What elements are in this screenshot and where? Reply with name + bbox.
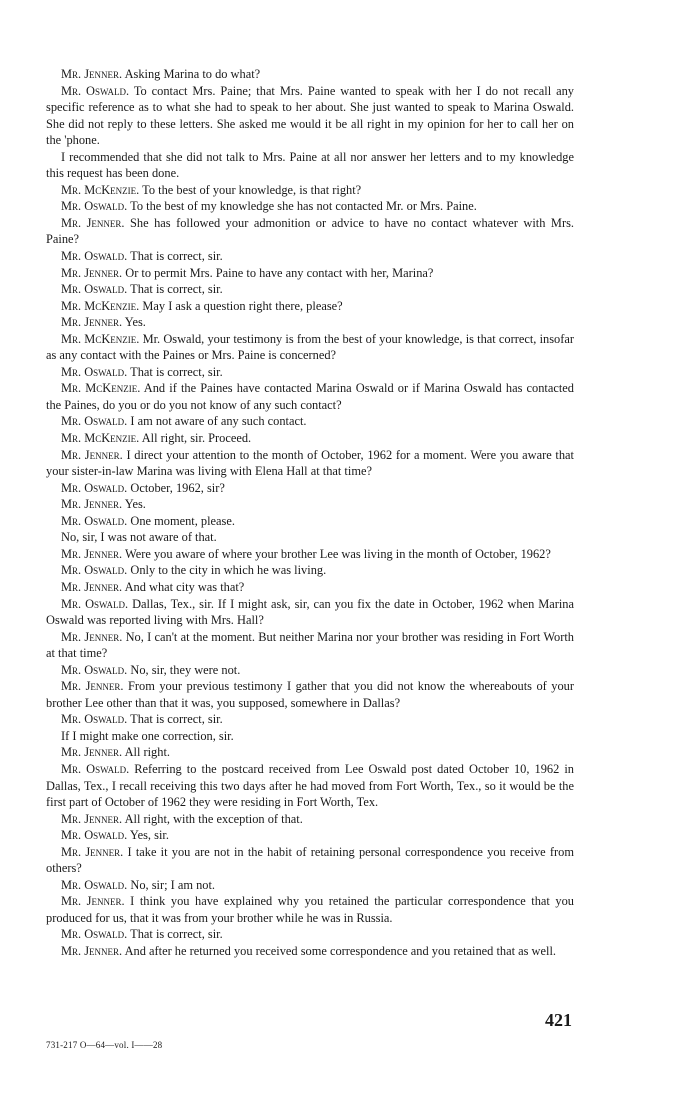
speaker-label: Mr. Oswald. xyxy=(61,596,129,611)
speaker-label: Mr. Jenner. xyxy=(61,745,123,760)
transcript-paragraph xyxy=(46,265,574,282)
paragraph-text: One moment, please. xyxy=(130,513,235,528)
transcript-paragraph xyxy=(46,513,574,530)
paragraph-text: Yes. xyxy=(124,497,146,512)
speaker-label: Mr. Oswald. xyxy=(61,761,130,776)
speaker-label: Mr. Jenner. xyxy=(61,447,123,462)
paragraph-text: And if the Paines have contacted Marina Oswald or if Marina Oswald has contacted the Paines, do you or do you not know of any such contact? xyxy=(46,381,574,412)
transcript-paragraph xyxy=(46,877,574,894)
paragraph-text: All right, with the exception of that. xyxy=(124,811,303,826)
paragraph-text: To the best of your knowledge, is that right? xyxy=(142,182,362,197)
speaker-label: Mr. Oswald. xyxy=(61,480,128,495)
transcript-paragraph xyxy=(46,761,574,811)
paragraph-text: If I might make one correction, sir. xyxy=(61,728,234,743)
speaker-label: Mr. Jenner. xyxy=(61,579,123,594)
transcript-paragraph xyxy=(46,66,574,83)
speaker-label: Mr. McKenzie. xyxy=(61,298,140,313)
print-code-footer: 731-217 O—64—vol. I——28 xyxy=(46,1040,163,1050)
speaker-label: Mr. Jenner. xyxy=(61,894,125,909)
transcript-paragraph xyxy=(46,811,574,828)
transcript-body xyxy=(46,66,574,960)
paragraph-text: No, I can't at the moment. But neither Marina nor your brother was residing in Fort Worth at that time? xyxy=(46,629,574,661)
transcript-paragraph xyxy=(46,248,574,265)
speaker-label: Mr. Jenner. xyxy=(61,497,123,512)
paragraph-text: Only to the city in which he was living. xyxy=(130,563,327,578)
speaker-label: Mr. McKenzie. xyxy=(61,182,140,197)
transcript-paragraph xyxy=(46,447,574,480)
page-number: 421 xyxy=(545,1010,572,1030)
paragraph-text: She has followed your admonition or advice to have no contact whatever with Mrs. Paine? xyxy=(46,215,574,247)
paragraph-text: I recommended that she did not talk to Mrs. Paine at all nor answer her letters and to my knowledge this request has been done. xyxy=(46,149,574,181)
paragraph-text: All right. xyxy=(124,745,170,760)
paragraph-text: All right, sir. Proceed. xyxy=(141,431,252,446)
transcript-paragraph xyxy=(46,198,574,215)
transcript-paragraph xyxy=(46,546,574,563)
speaker-label: Mr. Jenner. xyxy=(61,67,123,81)
speaker-label: Mr. Jenner. xyxy=(61,546,123,561)
transcript-paragraph xyxy=(46,331,574,364)
speaker-label: Mr. Jenner. xyxy=(61,844,124,859)
speaker-label: Mr. McKenzie. xyxy=(61,331,140,346)
transcript-paragraph xyxy=(46,298,574,315)
paragraph-text: I direct your attention to the month of October, 1962 for a moment. Were you aware that your sister-in-law Marina was living with Elena Hall at that time? xyxy=(46,447,574,479)
speaker-label: Mr. Oswald. xyxy=(61,563,128,578)
transcript-paragraph xyxy=(46,496,574,513)
transcript-paragraph xyxy=(46,149,574,182)
speaker-label: Mr. Jenner. xyxy=(61,811,123,826)
speaker-label: Mr. McKenzie. xyxy=(61,431,140,446)
transcript-paragraph xyxy=(46,629,574,662)
transcript-paragraph xyxy=(46,215,574,248)
paragraph-text: Asking Marina to do what? xyxy=(124,67,261,81)
paragraph-text: October, 1962, sir? xyxy=(130,480,225,495)
paragraph-text: Were you aware of where your brother Lee was living in the month of October, 1962? xyxy=(125,546,551,561)
transcript-paragraph xyxy=(46,182,574,199)
speaker-label: Mr. Oswald. xyxy=(61,662,128,677)
transcript-paragraph xyxy=(46,579,574,596)
paragraph-text: That is correct, sir. xyxy=(130,282,223,297)
paragraph-text: May I ask a question right there, please? xyxy=(142,298,343,313)
paragraph-text: Or to permit Mrs. Paine to have any contact with her, Marina? xyxy=(125,265,434,280)
transcript-paragraph xyxy=(46,662,574,679)
speaker-label: Mr. Oswald. xyxy=(61,414,128,429)
speaker-label: Mr. Oswald. xyxy=(61,513,128,528)
transcript-paragraph xyxy=(46,380,574,413)
paragraph-text: Mr. Oswald, your testimony is from the best of your knowledge, is that correct, insofar as any contact with the Paines or Mrs. Paine is concerned? xyxy=(46,331,574,363)
transcript-paragraph xyxy=(46,430,574,447)
transcript-paragraph xyxy=(46,364,574,381)
paragraph-text: That is correct, sir. xyxy=(130,712,223,727)
paragraph-text: Referring to the postcard received from Lee Oswald post dated October 10, 1962 in Dallas, Tex., I recall receiving this two days after he had moved from Fort Worth, Tex., so it would be the first part of October of 1962 they were residing in Fort Worth, Tex. xyxy=(46,761,574,810)
paragraph-text: Dallas, Tex., sir. If I might ask, sir, can you fix the date in October, 1962 when Marina Oswald was reported living with Mrs. Hall? xyxy=(46,596,574,628)
speaker-label: Mr. Oswald. xyxy=(61,249,128,264)
transcript-paragraph xyxy=(46,83,574,149)
transcript-paragraph xyxy=(46,844,574,877)
paragraph-text: And after he returned you received some correspondence and you retained that as well. xyxy=(124,943,556,958)
transcript-paragraph xyxy=(46,711,574,728)
speaker-label: Mr. Jenner. xyxy=(61,679,124,694)
paragraph-text: That is correct, sir. xyxy=(130,364,223,379)
speaker-label: Mr. Oswald. xyxy=(61,828,128,843)
transcript-paragraph xyxy=(46,744,574,761)
speaker-label: Mr. Jenner. xyxy=(61,943,123,958)
transcript-paragraph xyxy=(46,413,574,430)
transcript-paragraph xyxy=(46,596,574,629)
transcript-paragraph xyxy=(46,893,574,926)
transcript-paragraph xyxy=(46,281,574,298)
paragraph-text: No, sir, they were not. xyxy=(130,662,241,677)
speaker-label: Mr. Oswald. xyxy=(61,83,130,98)
speaker-label: Mr. Oswald. xyxy=(61,877,128,892)
paragraph-text: That is correct, sir. xyxy=(130,249,223,264)
paragraph-text: Yes, sir. xyxy=(129,828,169,843)
transcript-paragraph xyxy=(46,943,574,960)
speaker-label: Mr. Jenner. xyxy=(61,629,123,644)
speaker-label: Mr. Oswald. xyxy=(61,712,128,727)
speaker-label: Mr. Jenner. xyxy=(61,315,123,330)
paragraph-text: To the best of my knowledge she has not contacted Mr. or Mrs. Paine. xyxy=(130,199,477,214)
paragraph-text: To contact Mrs. Paine; that Mrs. Paine wanted to speak with her I do not recall any specific reference as to what she had to speak to her about. She just wanted to speak to Marina Oswald. She did not reply to these letters. She asked me would it be all right in my opinion for her to call her on the 'phone. xyxy=(46,83,574,148)
speaker-label: Mr. Oswald. xyxy=(61,927,128,942)
transcript-paragraph xyxy=(46,480,574,497)
paragraph-text: I think you have explained why you retained the particular correspondence that you produced for us, that it was from your brother while he was in Russia. xyxy=(46,894,574,925)
speaker-label: Mr. Oswald. xyxy=(61,199,128,214)
transcript-paragraph xyxy=(46,827,574,844)
speaker-label: Mr. Jenner. xyxy=(61,215,125,230)
paragraph-text: I take it you are not in the habit of retaining personal correspondence you receive from others? xyxy=(46,844,574,876)
speaker-label: Mr. Oswald. xyxy=(61,364,128,379)
speaker-label: Mr. Oswald. xyxy=(61,282,128,297)
transcript-paragraph xyxy=(46,314,574,331)
paragraph-text: And what city was that? xyxy=(124,579,245,594)
paragraph-text: From your previous testimony I gather that you did not know the whereabouts of your brother Lee other than that it was, you supposed, somewhere in Dallas? xyxy=(46,679,574,710)
paragraph-text: I am not aware of any such contact. xyxy=(130,414,307,429)
transcript-paragraph xyxy=(46,562,574,579)
transcript-paragraph xyxy=(46,926,574,943)
transcript-paragraph xyxy=(46,529,574,546)
paragraph-text: No, sir; I am not. xyxy=(130,877,216,892)
speaker-label: Mr. McKenzie. xyxy=(61,381,141,396)
transcript-paragraph xyxy=(46,678,574,711)
speaker-label: Mr. Jenner. xyxy=(61,265,123,280)
paragraph-text: That is correct, sir. xyxy=(130,927,223,942)
paragraph-text: No, sir, I was not aware of that. xyxy=(61,530,217,545)
transcript-paragraph xyxy=(46,728,574,745)
paragraph-text: Yes. xyxy=(124,315,146,330)
